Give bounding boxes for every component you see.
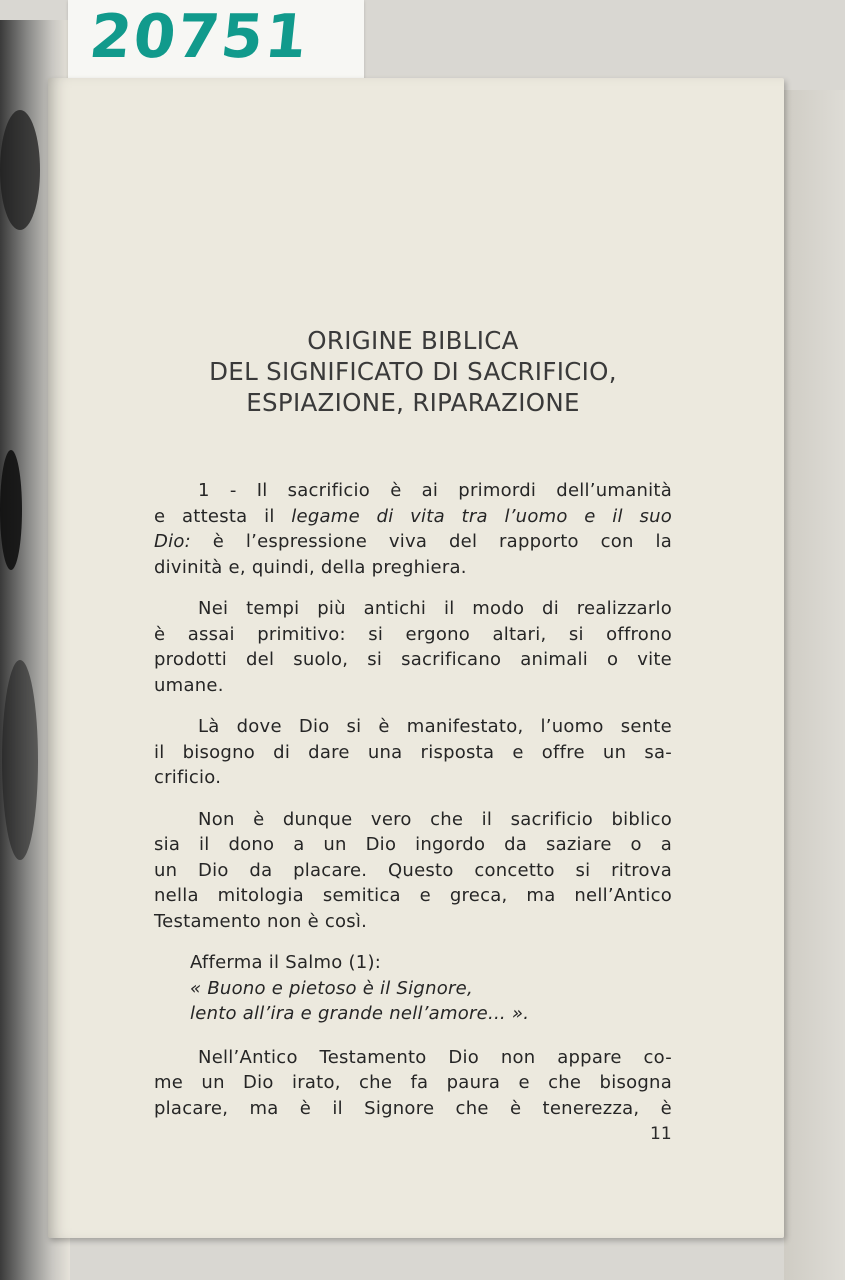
text-line: è assai primitivo: si ergono altari, si offrono <box>154 623 672 645</box>
inventory-number: 20751 <box>86 2 313 72</box>
text-line <box>154 529 672 555</box>
quote-intro: Afferma il Salmo (1): <box>190 952 382 973</box>
quote-line: lento all’ira e grande nell’amore... ». <box>190 1003 530 1024</box>
text-line: nella mitologia semitica e greca, ma nell’Antico <box>154 885 672 906</box>
title-line: ORIGINE BIBLICA <box>307 326 519 355</box>
text-line: un Dio da placare. Questo concetto si ritrova <box>154 859 672 881</box>
photo-shadow <box>2 660 38 860</box>
text-line: divinità e, quindi, della preghiera. <box>154 556 467 578</box>
text-line: me un Dio irato, che fa paura e che bisogna <box>154 1072 672 1093</box>
text-line <box>154 504 672 530</box>
italic-text: Dio: <box>154 531 191 552</box>
paragraph-5 <box>154 1045 672 1122</box>
chapter-title <box>140 325 686 418</box>
paragraph-1 <box>154 478 672 580</box>
text-line: 1 - Il sacrificio è ai primordi dell’umanità <box>198 480 672 501</box>
background-surface <box>784 90 845 1280</box>
text-line: umane. <box>154 674 224 696</box>
text-line: Nell’Antico Testamento Dio non appare co- <box>198 1046 672 1068</box>
text-line: Non è dunque vero che il sacrificio biblico <box>198 808 672 830</box>
page-content <box>154 325 672 1137</box>
title-line: DEL SIGNIFICATO DI SACRIFICIO, <box>209 357 617 386</box>
title-line: ESPIAZIONE, RIPARAZIONE <box>246 388 580 417</box>
paragraph-3 <box>154 714 672 791</box>
text-line: placare, ma è il Signore che è tenerezza, è <box>154 1097 672 1119</box>
paragraph-2 <box>154 596 672 698</box>
italic-text: legame di vita tra l’uomo e il suo <box>291 505 672 527</box>
quote-line: « Buono e pietoso è il Signore, <box>190 977 473 999</box>
text-span: è l’espressione viva del rapporto con la <box>190 531 672 552</box>
paragraph-4 <box>154 807 672 935</box>
photo-shadow <box>0 450 22 570</box>
text-span: e attesta il <box>154 505 292 527</box>
page-number: 11 <box>650 1124 672 1144</box>
text-line: prodotti del suolo, si sacrificano animali o vite <box>154 649 672 670</box>
text-line: il bisogno di dare una risposta e offre un sa- <box>154 741 672 763</box>
photo-shadow <box>0 110 40 230</box>
text-line: Nei tempi più antichi il modo di realizzarlo <box>198 598 672 619</box>
text-line: sia il dono a un Dio ingordo da saziare o a <box>154 834 672 855</box>
text-line: crificio. <box>154 767 222 788</box>
psalm-quote <box>154 950 672 1027</box>
text-line: Là dove Dio si è manifestato, l’uomo sente <box>198 716 672 737</box>
inventory-label <box>68 0 364 82</box>
text-line: Testamento non è così. <box>154 910 368 932</box>
